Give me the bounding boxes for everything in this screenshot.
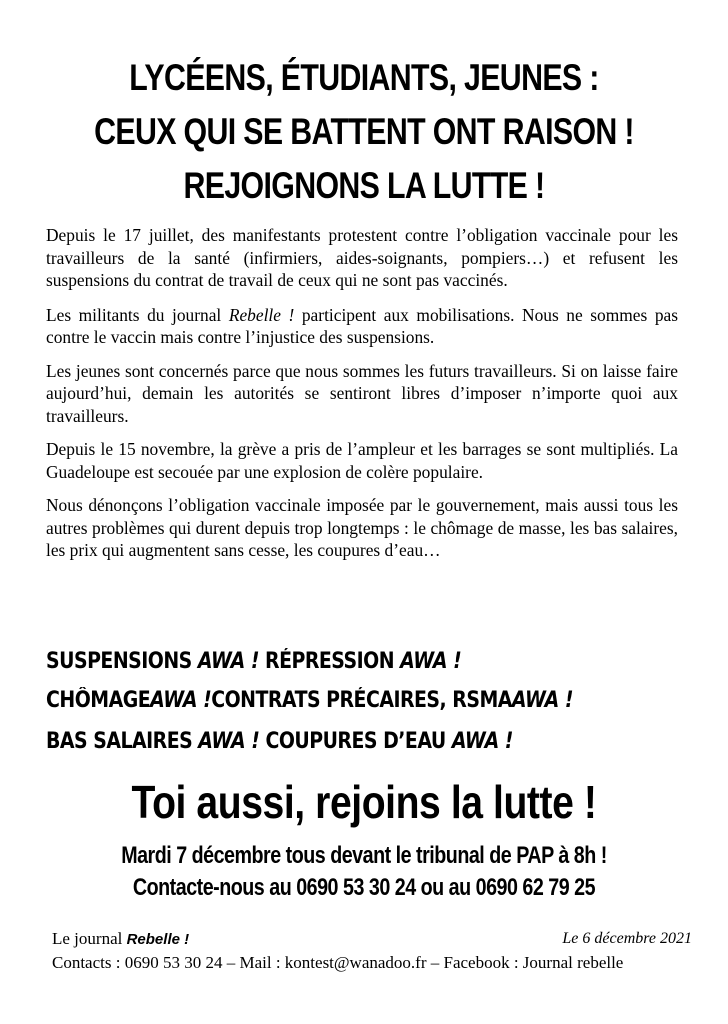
slogan-3a: BAS SALAIRES (46, 729, 199, 754)
slogan-3d: AWA ! (451, 729, 513, 754)
title-line-1: LYCÉENS, ÉTUDIANTS, JEUNES : (129, 57, 599, 98)
slogan-line-1 (46, 647, 614, 677)
slogan-2c: CONTRATS PRÉCAIRES, RSMA (211, 688, 512, 713)
footer-date: Le 6 décembre 2021 (562, 930, 692, 947)
slogan-3b: AWA ! (198, 729, 260, 754)
footer-signature (52, 928, 692, 951)
slogan-1a: SUSPENSIONS (46, 649, 198, 674)
slogan-1b: AWA ! (197, 649, 259, 674)
journal-name-inline: Rebelle ! (228, 304, 295, 325)
paragraph-2 (46, 304, 678, 349)
slogan-2b: AWA ! (150, 688, 212, 713)
body-text (46, 224, 678, 573)
slogan-1d: AWA ! (400, 649, 462, 674)
paragraph-2-end: participent aux mobilisations. Nous ne sommes pas contre le vaccin mais contre l’injustice des suspensions. (46, 304, 678, 347)
slogan-line-3 (46, 727, 614, 757)
title-line-3: REJOIGNONS LA LUTTE ! (183, 165, 545, 206)
meeting-info: Mardi 7 décembre tous devant le tribunal de PAP à 8h ! (121, 842, 607, 869)
footer-journal-name: Rebelle ! (126, 931, 190, 948)
title-line-2: CEUX QUI SE BATTENT ONT RAISON ! (94, 111, 634, 152)
slogan-3c: COUPURES D’EAU (259, 729, 452, 754)
paragraph-5: Nous dénonçons l’obligation vaccinale imposée par le gouvernement, mais aussi tous les autres problèmes qui durent depuis trop longtemps : le chômage de masse, les bas salaires, les prix qui augmentent sans cesse, les coupures d’eau… (46, 495, 678, 560)
paragraph-1: Depuis le 17 juillet, des manifestants protestent contre l’obligation vaccinale pour les travailleurs de la santé (infirmiers, aides-soignants, pompiers…) et refusent les suspensions du contrat de travail de ceux qui ne sont pas vaccinés. (46, 225, 678, 290)
slogan-2d: AWA ! (511, 688, 573, 713)
paragraph-2-start: Les militants du journal (46, 304, 229, 325)
paragraph-4: Depuis le 15 novembre, la grève a pris de l’ampleur et les barrages se sont multipliés. La Guadeloupe est secouée par une explosion de colère populaire. (46, 439, 678, 482)
contact-info: Contacte-nous au 0690 53 30 24 ou au 0690 62 79 25 (132, 874, 596, 901)
slogan-line-2 (46, 686, 614, 716)
call-headline: Toi aussi, rejoins la lutte ! (131, 776, 597, 828)
slogan-2a: CHÔMAGE (46, 688, 151, 713)
slogan-1c: RÉPRESSION (258, 649, 401, 674)
footer-contacts: Contacts : 0690 53 30 24 – Mail : kontest@wanadoo.fr – Facebook : Journal rebelle (52, 953, 624, 972)
footer-journal-prefix: Le journal (52, 929, 127, 948)
paragraph-3: Les jeunes sont concernés parce que nous sommes les futurs travailleurs. Si on laisse faire aujourd’hui, demain les autorités se sentiront libres d’imposer n’importe quoi aux travailleurs. (46, 360, 678, 426)
